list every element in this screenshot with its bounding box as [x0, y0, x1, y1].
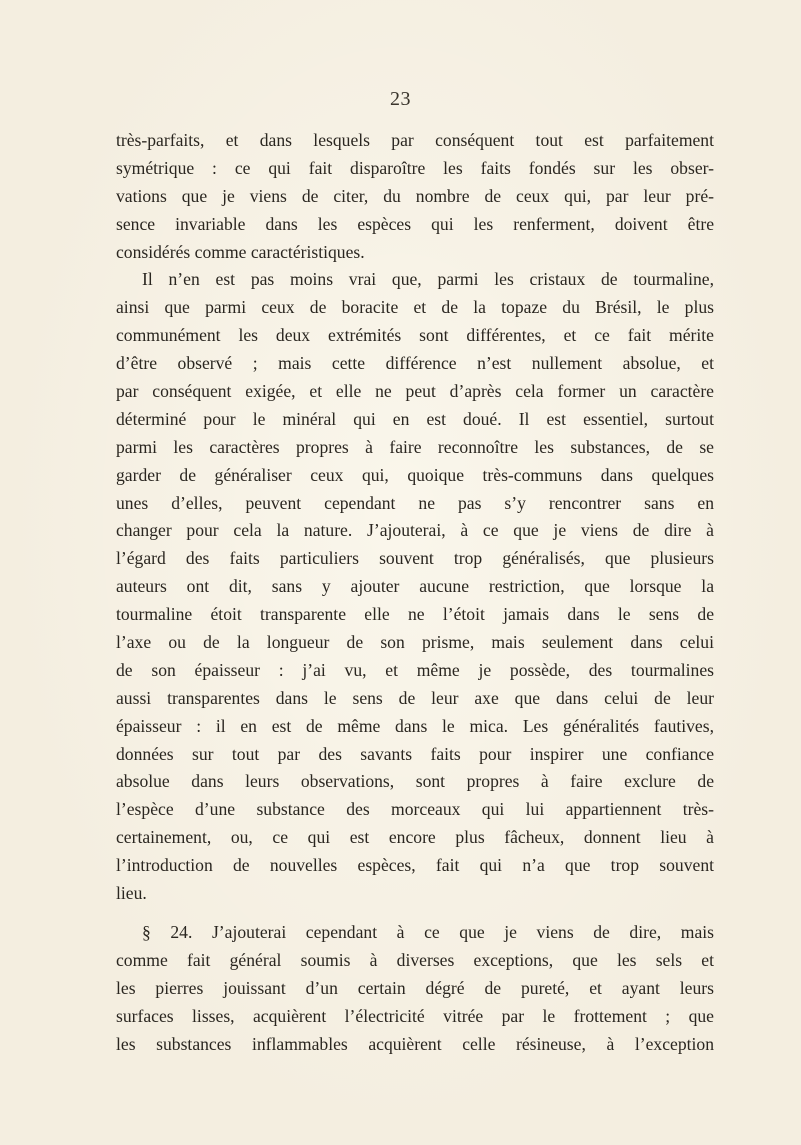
- text-line: les substances inflammables acquièrent celle résineuse, à l’exception: [116, 1033, 714, 1054]
- text-line: changer pour cela la nature. J’ajouterai, à ce que je viens de dire à: [116, 520, 714, 541]
- text-line: épaisseur : il en est de même dans le mica. Les généralités fautives,: [116, 715, 714, 736]
- text-line: de son épaisseur : j’ai vu, et même je possède, des tourmalines: [116, 659, 714, 680]
- text-line: § 24. J’ajouterai cependant à ce que je viens de dire, mais: [142, 921, 714, 942]
- text-line: considérés comme caractéristiques.: [116, 241, 365, 262]
- text-line: par conséquent exigée, et elle ne peut d’après cela former un caractère: [116, 381, 714, 402]
- text-line: auteurs ont dit, sans y ajouter aucune restriction, que lorsque la: [116, 576, 714, 597]
- text-line: parmi les caractères propres à faire reconnoître les substances, de se: [116, 436, 714, 457]
- text-line: surfaces lisses, acquièrent l’électricité vitrée par le frottement ; que: [116, 1005, 714, 1026]
- body-text: [116, 127, 714, 1058]
- text-line: comme fait général soumis à diverses exceptions, que les sels et: [116, 949, 714, 970]
- text-line: l’introduction de nouvelles espèces, fait qui n’a que trop souvent: [116, 855, 714, 876]
- text-line: symétrique : ce qui fait disparoître les faits fondés sur les obser-: [116, 157, 714, 178]
- text-line: garder de généraliser ceux qui, quoique très-communs dans quelques: [116, 464, 714, 485]
- paragraph-2: [116, 266, 714, 907]
- text-line: données sur tout par des savants faits pour inspirer une confiance: [116, 743, 714, 764]
- text-line: l’égard des faits particuliers souvent trop généralisés, que plusieurs: [116, 548, 714, 569]
- text-line: tourmaline étoit transparente elle ne l’étoit jamais dans le sens de: [116, 604, 714, 625]
- text-line: les pierres jouissant d’un certain dégré de pureté, et ayant leurs: [116, 977, 714, 998]
- text-line: d’être observé ; mais cette différence n’est nullement absolue, et: [116, 353, 714, 374]
- text-line: sence invariable dans les espèces qui les renferment, doivent être: [116, 213, 714, 234]
- text-line: déterminé pour le minéral qui en est doué. Il est essentiel, surtout: [116, 408, 714, 429]
- text-line: Il n’en est pas moins vrai que, parmi les cristaux de tourmaline,: [142, 269, 714, 290]
- text-line: très-parfaits, et dans lesquels par conséquent tout est parfaitement: [116, 130, 714, 150]
- paragraph-1: [116, 127, 714, 266]
- text-line: ainsi que parmi ceux de boracite et de la topaze du Brésil, le plus: [116, 297, 714, 318]
- text-line: communément les deux extrémités sont différentes, et ce fait mérite: [116, 325, 714, 346]
- text-line: lieu.: [116, 883, 147, 904]
- text-line: unes d’elles, peuvent cependant ne pas s’y rencontrer sans en: [116, 492, 714, 513]
- paragraph-gap: [116, 908, 714, 919]
- page-number: 23: [390, 88, 411, 110]
- text-line: absolue dans leurs observations, sont propres à faire exclure de: [116, 771, 714, 792]
- text-line: l’espèce d’une substance des morceaux qui lui appartiennent très-: [116, 799, 714, 820]
- text-line: vations que je viens de citer, du nombre de ceux qui, par leur pré-: [116, 185, 714, 206]
- text-line: aussi transparentes dans le sens de leur axe que dans celui de leur: [116, 687, 714, 708]
- text-line: certainement, ou, ce qui est encore plus fâcheux, donnent lieu à: [116, 827, 714, 848]
- paragraph-3: [116, 919, 714, 1058]
- text-line: l’axe ou de la longueur de son prisme, mais seulement dans celui: [116, 632, 714, 653]
